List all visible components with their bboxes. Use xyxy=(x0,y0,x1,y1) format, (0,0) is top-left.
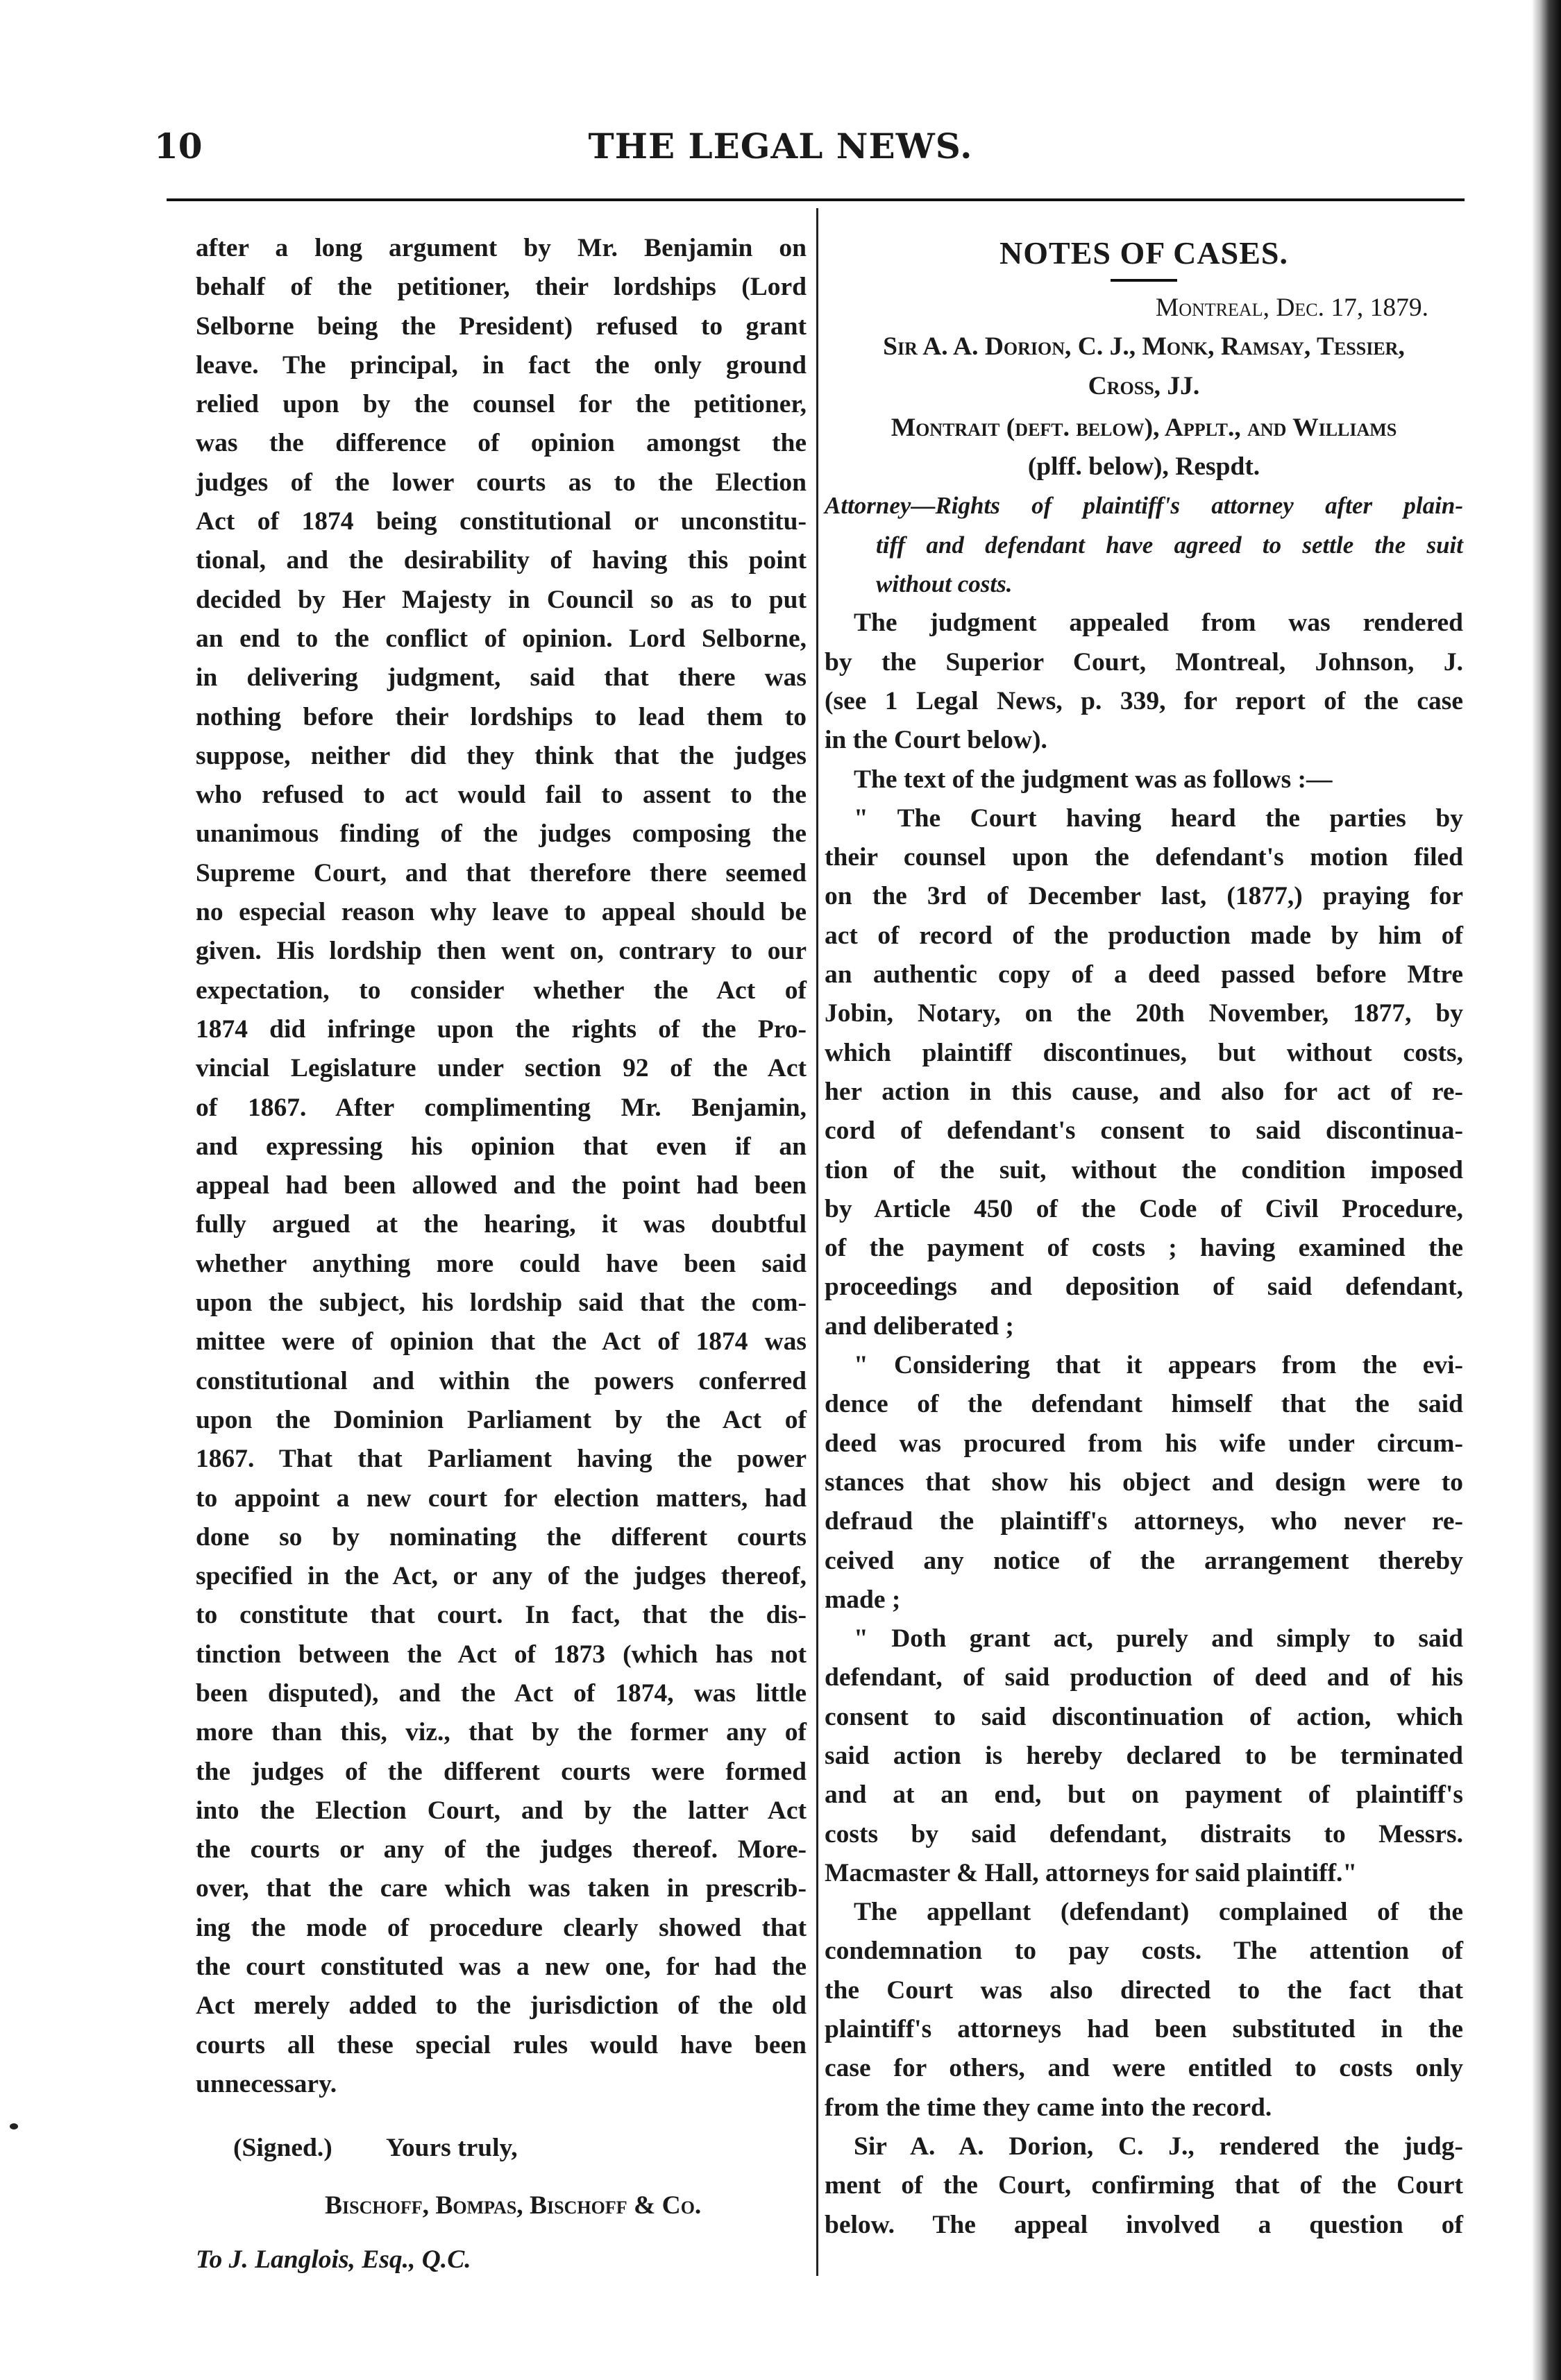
body-line: behalf of the petitioner, their lordships (Lord xyxy=(196,273,807,302)
body-line: who refused to act would fail to assent to the xyxy=(196,781,807,810)
header-rule xyxy=(167,198,1465,201)
body-line: their counsel upon the defendant's motion filed xyxy=(825,843,1463,872)
firm-signature: Bischoff, Bompas, Bischoff & Co. xyxy=(325,2191,702,2220)
scan-edge xyxy=(1532,0,1561,2380)
left-column-text xyxy=(196,229,807,2104)
body-line: tional, and the desirability of having this point xyxy=(196,546,807,575)
body-line: The text of the judgment was as follows :— xyxy=(854,765,1333,794)
body-line: in delivering judgment, said that there was xyxy=(196,663,807,692)
signature-line xyxy=(196,2129,807,2168)
body-line: consent to said discontinuation of action, which xyxy=(825,1702,1463,1731)
column-divider xyxy=(816,208,818,2276)
body-line: case for others, and were entitled to costs only xyxy=(825,2054,1463,2083)
body-line: costs by said defendant, distraits to Messrs. xyxy=(825,1819,1463,1848)
body-line: Selborne being the President) refused to grant xyxy=(196,312,807,341)
body-line: act of record of the production made by him of xyxy=(825,921,1463,950)
body-line: 1867. That that Parliament having the power xyxy=(196,1445,807,1474)
body-line: to constitute that court. In fact, that the dis- xyxy=(196,1601,807,1630)
bench-line: Sir A. A. Dorion, C. J., Monk, Ramsay, Tessier, xyxy=(883,332,1405,362)
body-line: The appellant (defendant) complained of the xyxy=(854,1898,1463,1927)
body-line: Jobin, Notary, on the 20th November, 1877, by xyxy=(825,999,1463,1028)
running-head: THE LEGAL NEWS. xyxy=(588,126,973,167)
body-line: 1874 did infringe upon the rights of the Pro- xyxy=(196,1014,807,1044)
body-line: the courts or any of the judges thereof. More- xyxy=(196,1835,807,1864)
body-line: tinction between the Act of 1873 (which has not xyxy=(196,1640,807,1669)
body-line: ment of the Court, confirming that of the Court xyxy=(825,2171,1463,2200)
body-line: Act merely added to the jurisdiction of the old xyxy=(196,1991,807,2021)
body-line: by Article 450 of the Code of Civil Procedure, xyxy=(825,1194,1463,1223)
body-line: said action is hereby declared to be terminated xyxy=(825,1741,1463,1770)
body-line: an end to the conflict of opinion. Lord Selborne, xyxy=(196,624,807,653)
body-line: on the 3rd of December last, (1877,) praying for xyxy=(825,882,1463,911)
body-line: " The Court having heard the parties by xyxy=(854,804,1463,833)
body-line: and deliberated ; xyxy=(825,1311,1014,1341)
body-line: " Considering that it appears from the evi- xyxy=(854,1351,1463,1380)
body-line: relied upon by the counsel for the petitioner, xyxy=(196,390,807,419)
body-line: more than this, viz., that by the former any of xyxy=(196,1718,807,1747)
body-line: ceived any notice of the arrangement thereby xyxy=(825,1546,1463,1575)
body-line: the judges of the different courts were formed xyxy=(196,1757,807,1786)
body-line: decided by Her Majesty in Council so as to put xyxy=(196,585,807,614)
scan-speck xyxy=(10,2123,18,2130)
body-line: Supreme Court, and that therefore there seemed xyxy=(196,858,807,887)
body-line: suppose, neither did they think that the judges xyxy=(196,741,807,770)
body-line: by the Superior Court, Montreal, Johnson, J. xyxy=(825,647,1463,677)
body-line: into the Election Court, and by the latter Act xyxy=(196,1796,807,1825)
body-line: done so by nominating the different courts xyxy=(196,1522,807,1552)
headnote-line: Attorney—Rights of plaintiff's attorney after plain- xyxy=(825,492,1463,520)
body-line: been disputed), and the Act of 1874, was little xyxy=(196,1678,807,1708)
body-line: her action in this cause, and also for act of re- xyxy=(825,1077,1463,1106)
body-line: of the payment of costs ; having examined the xyxy=(825,1234,1463,1263)
body-line: nothing before their lordships to lead them to xyxy=(196,702,807,731)
body-line: courts all these special rules would have been xyxy=(196,2030,807,2059)
right-column xyxy=(825,229,1463,2245)
body-line: after a long argument by Mr. Benjamin on xyxy=(196,234,807,262)
body-line: given. His lordship then went on, contrary to our xyxy=(196,937,807,966)
body-line: was the difference of opinion amongst the xyxy=(196,429,807,458)
body-line: vincial Legislature under section 92 of the Act xyxy=(196,1054,807,1083)
parties-line-continued: (plff. below), Respdt. xyxy=(1027,452,1260,482)
body-line: Macmaster & Hall, attorneys for said plaintiff." xyxy=(825,1858,1358,1887)
body-line: of 1867. After complimenting Mr. Benjamin, xyxy=(196,1093,807,1122)
body-line: condemnation to pay costs. The attention of xyxy=(825,1937,1463,1966)
right-column-text xyxy=(825,604,1463,2244)
parties-line: Montrait (deft. below), Applt., and Williams xyxy=(891,413,1397,442)
body-line: plaintiff's attorneys had been substituted in the xyxy=(825,2015,1463,2044)
body-line: and at an end, but on payment of plaintiff's xyxy=(825,1780,1463,1810)
body-line: Sir A. A. Dorion, C. J., rendered the judg- xyxy=(854,2132,1463,2161)
body-line: no especial reason why leave to appeal should be xyxy=(196,898,807,927)
body-line: judges of the lower courts as to the Election xyxy=(196,468,807,497)
body-line: appeal had been allowed and the point had been xyxy=(196,1171,807,1200)
body-line: upon the Dominion Parliament by the Act of xyxy=(196,1405,807,1434)
body-line: (see 1 Legal News, p. 339, for report of the case xyxy=(825,686,1463,715)
bench-line-continued: Cross, JJ. xyxy=(1088,371,1200,400)
body-line: " Doth grant act, purely and simply to said xyxy=(854,1624,1463,1654)
body-line: the court constituted was a new one, for had the xyxy=(196,1953,807,1982)
body-line: defraud the plaintiff's attorneys, who never re- xyxy=(825,1507,1463,1536)
body-line: leave. The principal, in fact the only ground xyxy=(196,350,807,380)
signed-label: (Signed.) xyxy=(233,2134,332,2163)
headnote-line: without costs. xyxy=(876,570,1013,598)
case-date: Montreal, Dec. 17, 1879. xyxy=(1155,294,1428,322)
body-line: in the Court below). xyxy=(825,726,1047,755)
body-line: which plaintiff discontinues, but without costs, xyxy=(825,1038,1463,1067)
body-line: upon the subject, his lordship said that the com- xyxy=(196,1289,807,1318)
body-line: constitutional and within the powers conferred xyxy=(196,1366,807,1395)
body-line: dence of the defendant himself that the said xyxy=(825,1390,1463,1419)
body-line: Act of 1874 being constitutional or unconstitu- xyxy=(196,507,807,536)
page-number: 10 xyxy=(154,126,203,167)
body-line: deed was procured from his wife under circum- xyxy=(825,1429,1463,1458)
body-line: proceedings and deposition of said defendant, xyxy=(825,1273,1463,1302)
body-line: The judgment appealed from was rendered xyxy=(854,609,1463,638)
body-line: defendant, of said production of deed and of his xyxy=(825,1663,1463,1692)
body-line: cord of defendant's consent to said discontinua- xyxy=(825,1116,1463,1146)
body-line: made ; xyxy=(825,1585,901,1614)
body-line: expectation, to consider whether the Act of xyxy=(196,976,807,1005)
body-line: an authentic copy of a deed passed before Mtre xyxy=(825,960,1463,989)
body-line: from the time they came into the record. xyxy=(825,2093,1272,2122)
headnote-line: tiff and defendant have agreed to settle the suit xyxy=(876,531,1463,559)
body-line: and expressing his opinion that even if an xyxy=(196,1132,807,1161)
body-line: tion of the suit, without the condition imposed xyxy=(825,1155,1463,1184)
body-line: unanimous finding of the judges composing the xyxy=(196,819,807,849)
left-column xyxy=(196,229,807,2279)
headnote xyxy=(825,486,1463,604)
body-line: whether anything more could have been said xyxy=(196,1249,807,1278)
title-rule xyxy=(1111,279,1177,282)
body-line: below. The appeal involved a question of xyxy=(825,2210,1463,2239)
body-line: mittee were of opinion that the Act of 1874 was xyxy=(196,1327,807,1357)
body-line: over, that the care which was taken in prescrib- xyxy=(196,1874,807,1903)
body-line: the Court was also directed to the fact that xyxy=(825,1975,1463,2005)
body-line: to appoint a new court for election matters, had xyxy=(196,1484,807,1513)
body-line: ing the mode of procedure clearly showed that xyxy=(196,1913,807,1942)
body-line: fully argued at the hearing, it was doubtful xyxy=(196,1210,807,1239)
addressee: To J. Langlois, Esq., Q.C. xyxy=(196,2245,471,2274)
closing: Yours truly, xyxy=(386,2134,518,2163)
body-line: specified in the Act, or any of the judges thereof, xyxy=(196,1562,807,1591)
section-title: NOTES OF CASES. xyxy=(999,235,1288,271)
body-line: unnecessary. xyxy=(196,2069,337,2098)
body-line: stances that show his object and design were to xyxy=(825,1468,1463,1497)
